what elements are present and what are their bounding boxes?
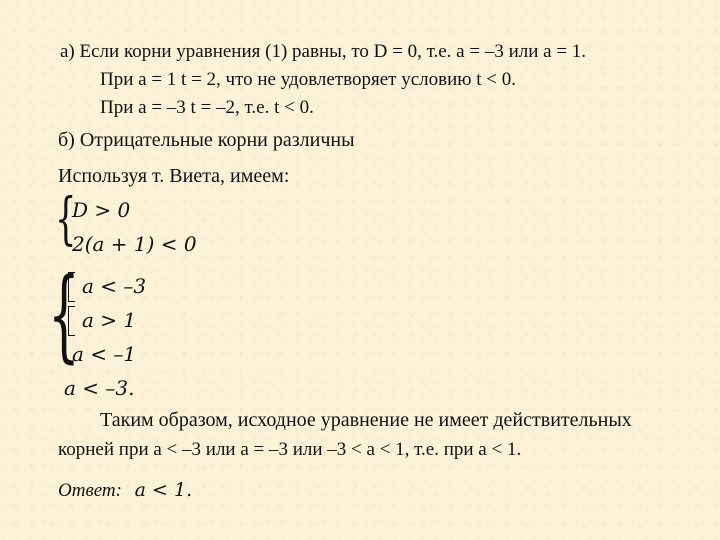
answer-value: а < 1. bbox=[134, 479, 193, 501]
system1-line2: 2(а + 1) < 0 bbox=[72, 232, 197, 256]
system2-line1: а < –3 bbox=[82, 274, 147, 298]
system2-bracket-top bbox=[68, 272, 75, 302]
system2-line2: а > 1 bbox=[82, 308, 137, 332]
conclusion-line1: Таким образом, исходное уравнение не имеет действительных bbox=[100, 409, 632, 431]
answer-label: Ответ: bbox=[58, 480, 122, 501]
system1-line1: D > 0 bbox=[72, 198, 131, 222]
conclusion-line2: корней при а < –3 или а = –3 или –3 < а < 1, т.е. при а < 1. bbox=[58, 439, 522, 460]
vieta-line: Используя т. Виета, имеем: bbox=[58, 165, 290, 187]
part-a-line1: а) Если корни уравнения (1) равны, то D = 0, т.е. а = –3 или а = 1. bbox=[60, 41, 587, 62]
answer-line bbox=[58, 478, 192, 503]
part-b-result: а < –3. bbox=[64, 376, 135, 400]
system2-bracket-mid bbox=[68, 306, 75, 336]
system2-line3: а < –1 bbox=[72, 342, 137, 366]
part-a-line3: При а = –3 t = –2, т.е. t < 0. bbox=[100, 97, 314, 118]
system2-brace: { bbox=[48, 256, 80, 373]
system1-brace: { bbox=[55, 187, 77, 252]
part-a-line2: При а = 1 t = 2, что не удовлетворяет условию t < 0. bbox=[100, 69, 516, 90]
part-b-heading: б) Отрицательные корни различны bbox=[58, 129, 355, 151]
